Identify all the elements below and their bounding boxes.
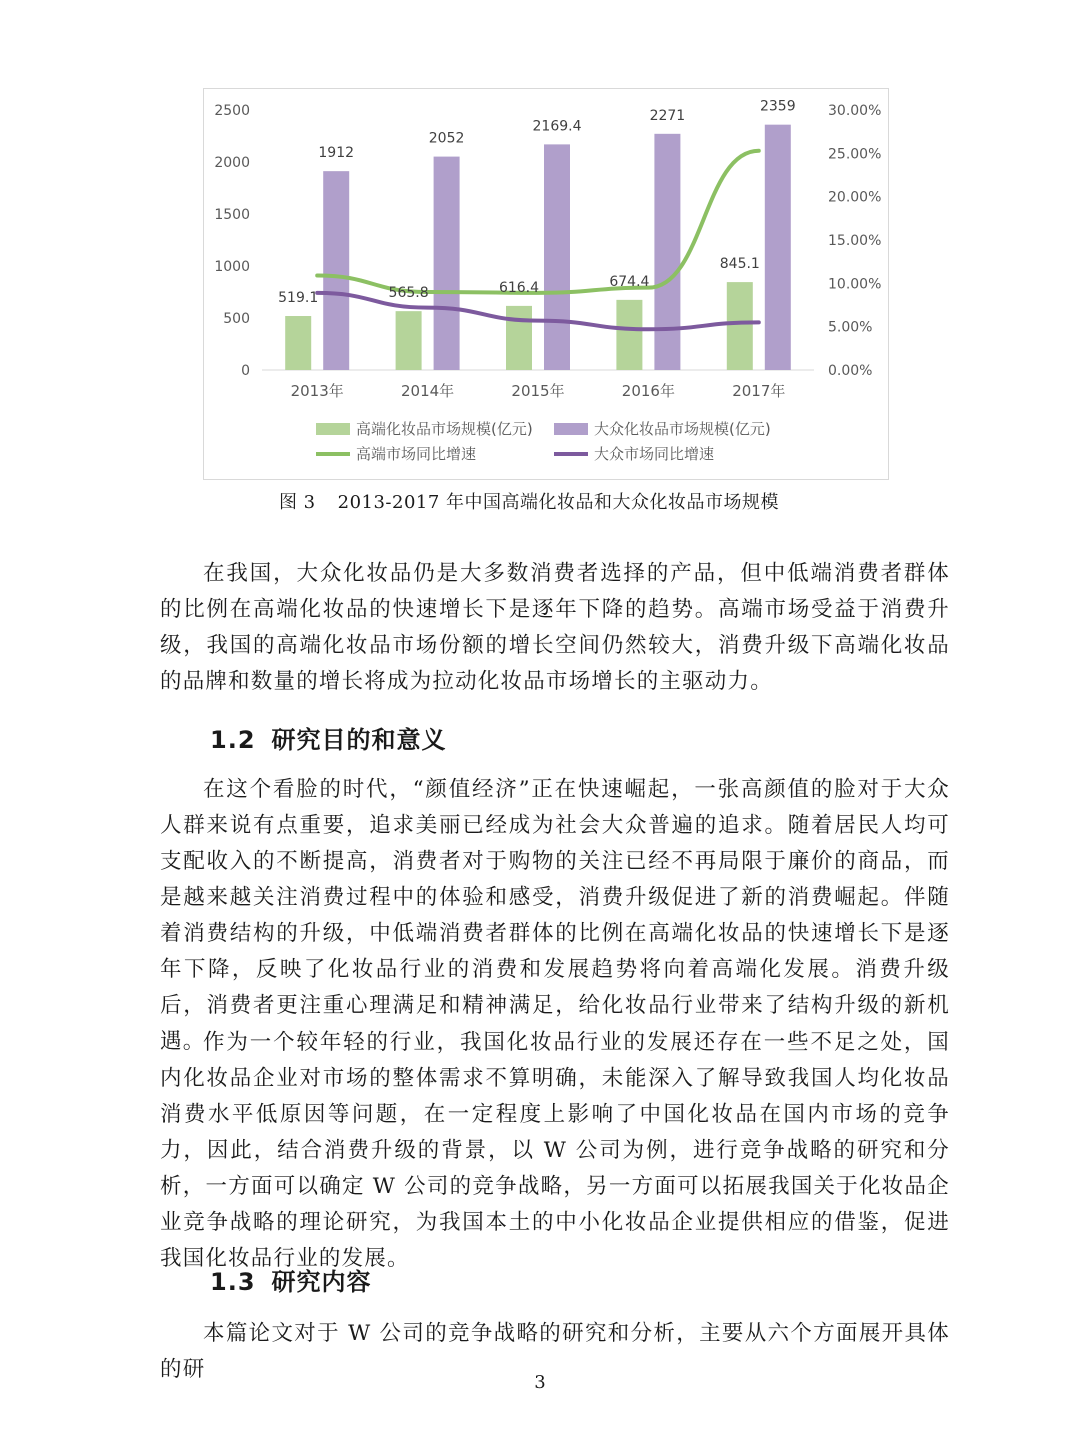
- mass-market-value-label: 2271: [649, 107, 686, 124]
- y-right-tick-label: 20.00%: [828, 189, 882, 206]
- section-title: 研究目的和意义: [271, 726, 447, 754]
- high-end-bar: [506, 306, 532, 370]
- figure-number: 图 3: [278, 492, 316, 513]
- section-number: 1.2: [210, 726, 256, 754]
- mass-market-value-label: 1912: [318, 145, 355, 162]
- legend-label: 大众市场同比增速: [594, 445, 715, 463]
- high-end-bar: [285, 316, 311, 370]
- y-left-tick-label: 0: [241, 363, 250, 379]
- mass-market-value-label: 2052: [428, 130, 465, 147]
- y-left-tick-label: 2000: [214, 155, 250, 171]
- y-right-tick-label: 25.00%: [828, 146, 882, 163]
- y-left-tick-label: 500: [223, 311, 250, 327]
- legend-swatch: [316, 423, 350, 435]
- legend-swatch: [554, 423, 588, 435]
- high-end-bar: [616, 300, 642, 370]
- paragraph-2: 在这个看脸的时代，“颜值经济”正在快速崛起，一张高颜值的脸对于大众人群来说有点重要，追求美丽已经成为社会大众普遍的追求。随着居民人均可支配收入的不断提高，消费者对于购物的关注已经不再局限于廉价的商品，而是越来越关注消费过程中的体验和感受，消费升级促进了新的消费崛起。伴随着消费结构的升级，中低端消费者群体的比例在高端化妆品的快速增长下是逐年下降，反映了化妆品行业的消费和发展趋势将向着高端化发展。消费升级后，消费者更注重心理满足和精神满足，给化妆品行业带来了结构升级的新机遇。: [160, 777, 950, 1054]
- legend-label: 高端市场同比增速: [356, 445, 477, 463]
- mass-market-bar: [765, 125, 791, 370]
- section-heading-1-3: [210, 1262, 372, 1297]
- figure-title: 2013-2017 年中国高端化妆品和大众化妆品市场规模: [337, 492, 780, 513]
- high-end-bar: [727, 282, 753, 370]
- x-tick-label: 2015年: [511, 382, 565, 400]
- mass-market-growth-line: [317, 293, 759, 329]
- section-heading-1-2: [210, 720, 447, 755]
- y-right-tick-label: 0.00%: [828, 363, 873, 379]
- x-tick-label: 2014年: [401, 382, 455, 400]
- high-end-value-label: 845.1: [719, 256, 760, 273]
- mass-market-bar: [654, 134, 680, 370]
- legend-label: 大众化妆品市场规模(亿元): [594, 420, 771, 438]
- y-right-tick-label: 5.00%: [828, 319, 873, 336]
- y-right-tick-label: 30.00%: [828, 103, 882, 119]
- high-end-value-label: 616.4: [498, 279, 540, 296]
- y-left-tick-label: 2500: [214, 103, 250, 119]
- mass-market-value-label: 2359: [759, 98, 796, 115]
- figure-caption: [0, 488, 1080, 514]
- market-size-chart: [203, 88, 889, 480]
- y-left-tick-label: 1500: [214, 207, 250, 223]
- y-right-tick-label: 10.00%: [828, 276, 882, 293]
- high-end-value-label: 565.8: [388, 285, 429, 302]
- high-end-bar: [396, 311, 422, 370]
- mass-market-bar: [544, 144, 570, 370]
- section-title: 研究内容: [271, 1268, 372, 1296]
- x-tick-label: 2017年: [732, 382, 786, 400]
- y-right-tick-label: 15.00%: [828, 233, 882, 249]
- high-end-growth-line: [317, 151, 759, 293]
- paragraph-1: 在我国，大众化妆品仍是大多数消费者选择的产品，但中低端消费者群体的比例在高端化妆品的快速增长下是逐年下降的趋势。高端市场受益于消费升级，我国的高端化妆品市场份额的增长空间仍然较大，消费升级下高端化妆品的品牌和数量的增长将成为拉动化妆品市场增长的主驱动力。: [160, 561, 950, 694]
- chart-canvas: [204, 89, 890, 481]
- high-end-value-label: 674.4: [609, 273, 650, 290]
- mass-market-bar: [323, 171, 349, 370]
- section-number: 1.3: [210, 1268, 256, 1296]
- paragraph-3: 作为一个较年轻的行业，我国化妆品行业的发展还存在一些不足之处，国内化妆品企业对市场的整体需求不算明确，未能深入了解导致我国人均化妆品消费水平低原因等问题，在一定程度上影响了中国化妆品在国内市场的竞争力，因此，结合消费升级的背景，以 W 公司为例，进行竞争战略的研究和分析，一方面可以确定 W 公司的竞争战略，另一方面可以拓展我国关于化妆品企业竞争战略的理论研究，为我国本土的中小化妆品企业提供相应的借鉴，促进我国化妆品行业的发展。: [160, 1030, 950, 1271]
- y-left-tick-label: 1000: [214, 259, 250, 275]
- mass-market-value-label: 2169.4: [532, 118, 582, 135]
- mass-market-bar: [434, 157, 460, 370]
- high-end-value-label: 519.1: [278, 290, 319, 307]
- x-tick-label: 2016年: [621, 382, 675, 400]
- x-tick-label: 2013年: [290, 382, 344, 400]
- legend-label: 高端化妆品市场规模(亿元): [356, 420, 533, 438]
- paragraph-4: 本篇论文对于 W 公司的竞争战略的研究和分析，主要从六个方面展开具体的研: [160, 1321, 950, 1382]
- page-number: 3: [534, 1372, 546, 1393]
